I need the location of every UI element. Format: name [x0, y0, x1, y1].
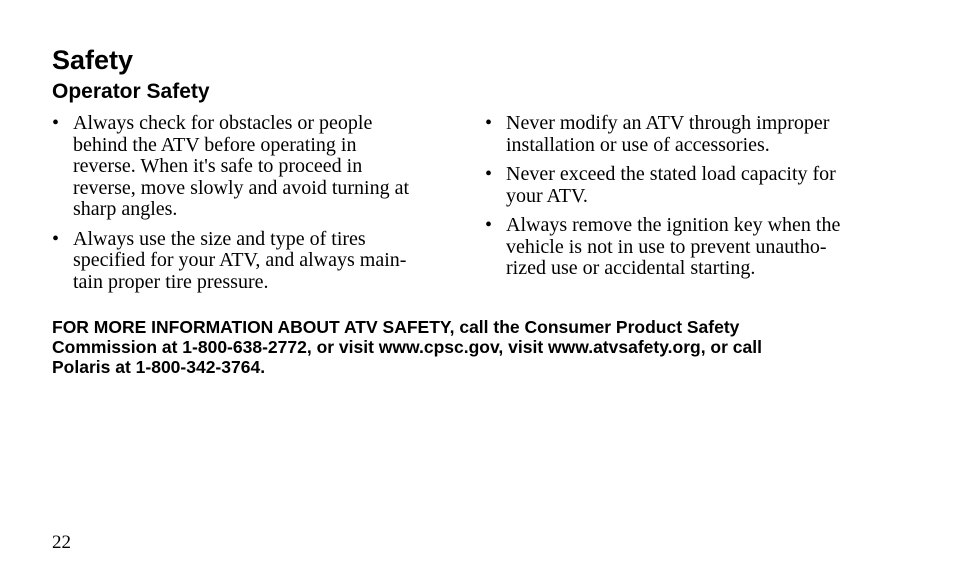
info-note: FOR MORE INFORMATION ABOUT ATV SAFETY, call the Consumer Product Safety Commission at 1-800-638-2772, or visit www.cpsc.gov, visit www.atvsafety.org, or call Polaris at 1-800-342-3764.: [52, 317, 762, 377]
bullet-icon: •: [485, 163, 493, 185]
list-item: [485, 113, 885, 156]
list-item-text: Always remove the ignition key when the vehicle is not in use to prevent unautho- rized use or accidental starting.: [506, 214, 841, 279]
list-item-text: Always check for obstacles or people behind the ATV before operating in reverse. When it's safe to proceed in reverse, move slowly and avoid turning at sharp angles.: [73, 112, 410, 220]
list-item: [52, 113, 452, 221]
page-number: 22: [52, 532, 71, 553]
bullet-icon: •: [485, 112, 493, 134]
list-item: [485, 215, 885, 280]
list-item-text: Never modify an ATV through improper installation or use of accessories.: [506, 112, 830, 156]
section-title: Operator Safety: [52, 80, 210, 103]
page-title: Safety: [52, 45, 134, 75]
bullet-icon: •: [52, 227, 60, 250]
list-item: [485, 164, 885, 207]
list-item-text: Never exceed the stated load capacity for your ATV.: [506, 163, 836, 207]
list-item-text: Always use the size and type of tires specified for your ATV, and always main- tain proper tire pressure.: [73, 227, 407, 293]
bullet-icon: •: [485, 214, 493, 236]
bullet-icon: •: [52, 112, 60, 134]
left-bullet-list: [52, 113, 452, 301]
right-bullet-list: [485, 113, 885, 288]
list-item: [52, 229, 452, 294]
